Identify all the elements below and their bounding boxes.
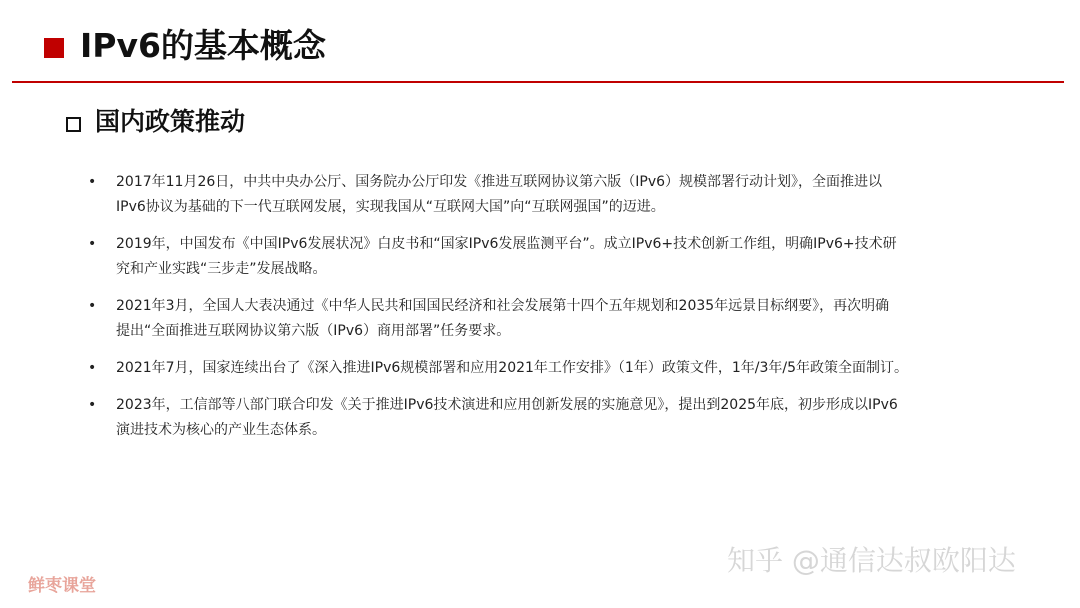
bullet-dot-icon: • xyxy=(88,397,97,413)
bullet-dot-icon: • xyxy=(88,360,97,376)
bullet-line: 2021年3月，全国人大表决通过《中华人民共和国国民经济和社会发展第十四个五年规划和2035年远景目标纲要》，再次明确 xyxy=(116,298,890,314)
bullet-line: 2021年7月，国家连续出台了《深入推进IPv6规模部署和应用2021年工作安排》（1年）政策文件，1年/3年/5年政策全面制订。 xyxy=(116,360,908,376)
bullet-line: 究和产业实践“三步走”发展战略。 xyxy=(116,261,327,277)
section-checkbox-icon xyxy=(66,117,81,132)
bullet-list xyxy=(88,170,1008,443)
bullet-line: 提出“全面推进互联网协议第六版（IPv6）商用部署”任务要求。 xyxy=(116,323,511,339)
bullet-line: IPv6协议为基础的下一代互联网发展，实现我国从“互联网大国”向“互联网强国”的迈进。 xyxy=(116,199,665,215)
title-marker-icon xyxy=(44,38,64,58)
bullet-item-2023 xyxy=(88,393,1008,443)
bullet-line: 演进技术为核心的产业生态体系。 xyxy=(116,422,326,438)
bullet-dot-icon: • xyxy=(88,236,97,252)
bullet-item-2019 xyxy=(88,232,1008,282)
bullet-dot-icon: • xyxy=(88,298,97,314)
zhihu-watermark: 知乎 @通信达叔欧阳达 xyxy=(727,544,1016,577)
brand-watermark: 鲜枣课堂 xyxy=(28,576,96,596)
bullet-dot-icon: • xyxy=(88,174,97,190)
title-divider xyxy=(12,81,1064,83)
bullet-line: 2019年，中国发布《中国IPv6发展状况》白皮书和“国家IPv6发展监测平台”。成立IPv6+技术创新工作组，明确IPv6+技术研 xyxy=(116,236,897,252)
bullet-line: 2017年11月26日，中共中央办公厅、国务院办公厅印发《推进互联网协议第六版（IPv6）规模部署行动计划》，全面推进以 xyxy=(116,174,883,190)
bullet-item-2021-july xyxy=(88,356,1008,381)
bullet-item-2017 xyxy=(88,170,1008,220)
section-heading: 国内政策推动 xyxy=(95,107,246,136)
slide-title: IPv6的基本概念 xyxy=(80,26,326,65)
bullet-line: 2023年，工信部等八部门联合印发《关于推进IPv6技术演进和应用创新发展的实施意见》，提出到2025年底，初步形成以IPv6 xyxy=(116,397,898,413)
bullet-item-2021-march xyxy=(88,294,1008,344)
